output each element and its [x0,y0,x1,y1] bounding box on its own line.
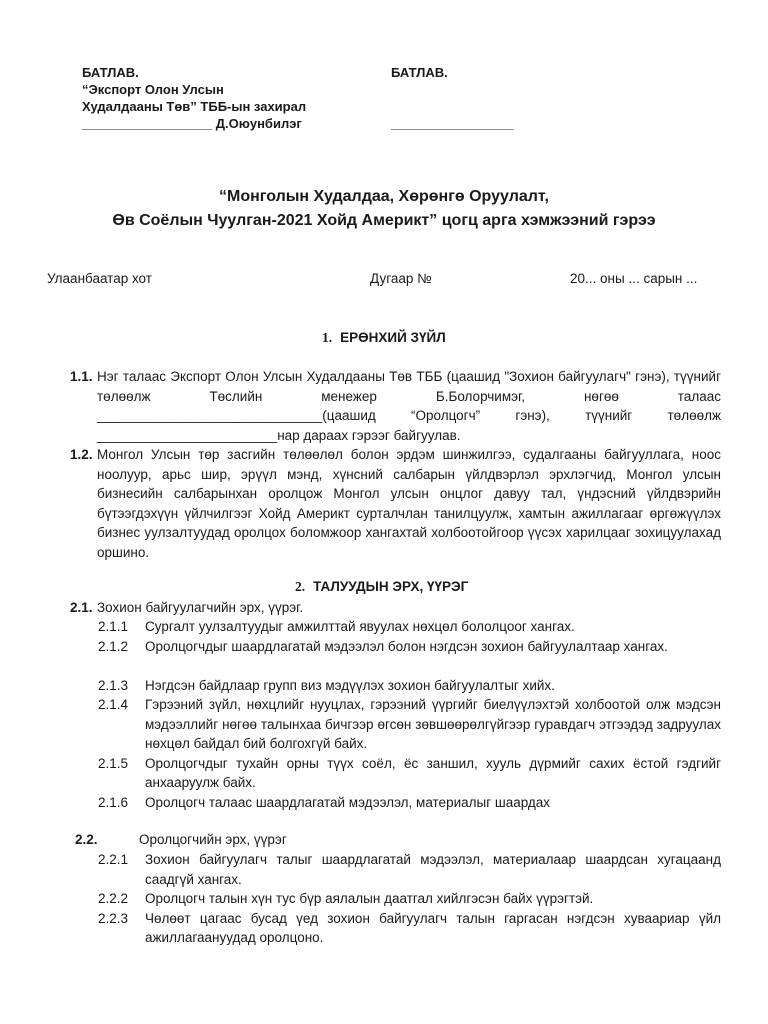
meta-city: Улаанбаатар хот [47,271,152,286]
paragraph-2-2-label: 2.2. [75,832,98,847]
section1-title: ЕРӨНХИЙ ЗҮЙЛ [340,330,446,345]
list-item-text: Оролцогчдыг шаардлагатай мэдээлэл болон нэгдсэн зохион байгуулалтаар хангах. [145,638,668,654]
list-item-number: 2.2.2 [98,891,129,906]
approval-left-line1: “Экспорт Олон Улсын [82,82,224,97]
paragraph-2-1 [0,598,768,618]
paragraph-2-2 [0,830,768,850]
list-item-number: 2.1.5 [98,755,129,771]
paragraph-2-2-text: Оролцогчийн эрх, үүрэг [139,832,287,847]
paragraph-1-1 [0,367,768,447]
approval-left-heading: БАТЛАВ. [82,65,139,80]
list-item-number: 2.2.1 [98,852,129,867]
title-line2: Өв Соёлын Чуулган-2021 Хойд Америкт” цогц арга хэмжээний гэрээ [112,212,656,229]
approval-right [391,64,514,132]
meta-number: Дугаар № [370,271,432,286]
paragraph-1-1-label: 1.1. [70,369,93,384]
paragraph-1-1-text: Нэг талаас Экспорт Олон Улсын Худалдааны Төв ТББ (цаашид "Зохион байгуулагч" гэнэ), түүнийг төлөөлж Төслийн менежер Б.Болорчимэг, нөгөө талаас ______________________________(цаашид “Оролцогч” гэнэ), түүнийг төлөөлж ________________________нар дараах гэрээг байгуулав. [97,369,721,443]
section1-number: 1. [322,330,333,345]
approval-right-signature: _________________ [391,116,514,131]
list-item-text: Гэрээний зүйл, нөхцлийг нууцлах, гэрээний үүргийг биелүүлэхтэй холбоотой олж мэдсэн мэдээллийг нөгөө талынхаа бичгээр өгсөн зөвшөөрөлгүйгээр гуравдагч этгээдэд задруулах нөхцөл байдал бий болгохгүй байх. [145,697,721,751]
list-item-text: Оролцогч талын хүн тус бүр аялалын даатгал хийлгэсэн байх үүрэгтэй. [145,891,594,906]
list-item-number: 2.1.4 [98,697,129,712]
list-item-text: Зохион байгуулагч талыг шаардлагатай мэдээлэл, материалаар шаардсан хугацаанд саадгүй хангах. [145,852,721,887]
paragraph-1-2-label: 1.2. [70,447,93,462]
list-item-text: Нэгдсэн байдлаар групп виз мэдүүлэх зохион байгуулалтыг хийх. [145,677,555,693]
list-item-number: 2.1.1 [98,619,129,634]
paragraph-2-1-text: Зохион байгуулагчийн эрх, үүрэг. [97,600,304,615]
list-item-number: 2.2.3 [98,910,129,926]
paragraph-1-2 [0,445,768,565]
approval-right-heading: БАТЛАВ. [391,65,448,80]
paragraph-2-1-label: 2.1. [70,600,93,615]
list-item-number: 2.1.2 [98,638,129,654]
list-item-text: Сургалт уулзалтуудыг амжилттай явуулах нөхцөл бололцоог хангах. [145,619,575,634]
list-item-text: Оролцогч талаас шаардлагатай мэдээлэл, материалыг шаардах [145,794,551,810]
section2-number: 2. [295,579,306,594]
meta-date: 20... оны ... сарын ... [570,271,698,286]
section2-title: ТАЛУУДЫН ЭРХ, ҮҮРЭГ [313,579,469,594]
list-item-text: Чөлөөт цагаас бусад үед зохион байгуулагч талын гаргасан нэгдсэн хуваариар үйл ажиллагаануудад оролцоно. [145,910,721,945]
list-item-number: 2.1.3 [98,677,129,693]
paragraph-1-2-text: Монгол Улсын төр засгийн төлөөлөл болон эрдэм шинжилгээ, судалгааны байгууллага, ноос ноолуур, арьс шир, эрүүл мэнд, хүнсний салбарын үйлдвэрлэл эрхлэгчид, Монгол улсын бизнесийн салбарынхан оролцож Монгол улсын онцлог давуу тал, үндэсний үйлдвэрийн бүтээгдэхүүн үйлчилгээг Хойд Америкт сурталчлан танилцуулж, хамтын ажиллагааг өргөжүүлэх бизнес уулзалтуудад оролцох боломжоор хангахтай холбоотойгоор үүсэх харилцааг зохицуулахад оршино. [97,447,721,560]
list-item-text: Оролцогчдыг тухайн орны түүх соёл, ёс заншил, хууль дүрмийг сахих ёстой гэдгийг анхааруулж байх. [145,755,721,790]
section2-heading [295,579,468,595]
approval-left [82,64,306,132]
list-item-number: 2.1.6 [98,794,129,810]
approval-left-line2: Худалдааны Төв” ТББ-ын захирал [82,99,307,114]
approval-left-signature: __________________ Д.Оюунбилэг [82,116,302,131]
title-line1: “Монголын Худалдаа, Хөрөнгө Оруулалт, [219,188,549,205]
section1-heading [322,330,446,346]
document-title [0,185,768,233]
